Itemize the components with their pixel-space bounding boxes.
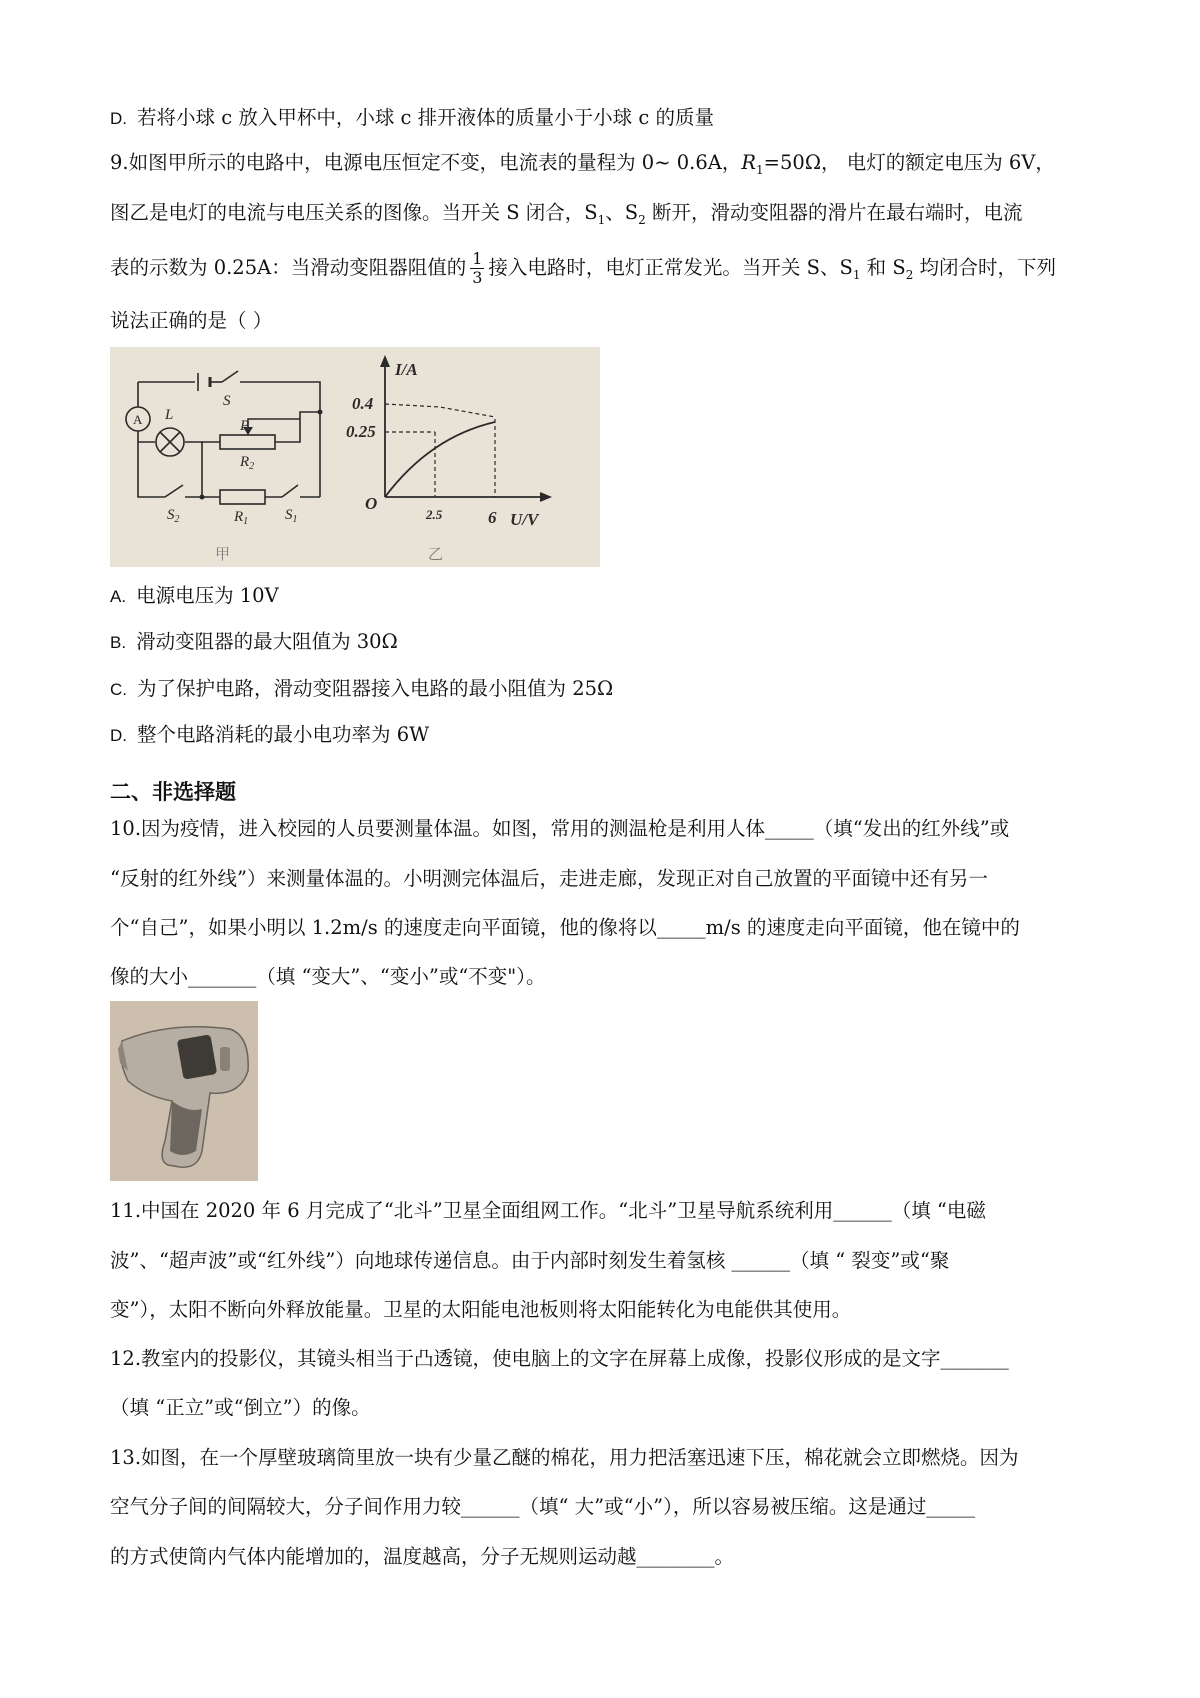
resistor-r1 xyxy=(220,490,265,504)
resistor-r2 xyxy=(220,435,275,449)
q11-line-2: 波”、“超声波”或“红外线”）向地球传递信息。由于内部时刻发生着氢核 ______（填 “ 裂变”或“聚 xyxy=(110,1249,950,1272)
iu-curve xyxy=(385,422,495,497)
r1-subscript: 1 xyxy=(756,162,764,177)
circuit-and-graph-figure xyxy=(110,347,600,567)
switch-s-label: S xyxy=(223,393,231,409)
graph-caption: 乙 xyxy=(428,545,444,563)
figure-svg xyxy=(110,347,600,567)
x-tick-label: 6 xyxy=(488,508,497,527)
q9-line-4 xyxy=(110,307,1100,335)
option-9d xyxy=(110,721,429,750)
q13-line-3: 的方式使筒内气体内能增加的，温度越高，分子无规则运动越________。 xyxy=(110,1545,735,1568)
q9-text: 、S xyxy=(605,201,639,224)
s1-subscript: 1 xyxy=(852,267,861,282)
circuit-wire xyxy=(240,382,320,497)
slider-wire xyxy=(248,419,300,435)
s2-subscript-label: 2 xyxy=(174,514,180,525)
origin-label: O xyxy=(365,494,378,513)
x-axis-label: U/V xyxy=(510,510,539,529)
s1-subscript-label: 1 xyxy=(292,514,298,525)
q10-line-4: 像的大小_______（填 “变大”、“变小”或“不变"）。 xyxy=(110,965,546,988)
fraction-denominator: 3 xyxy=(472,268,483,287)
y-axis-arrow-icon xyxy=(380,355,390,367)
option-9c xyxy=(110,675,613,704)
option-letter: D. xyxy=(110,109,127,128)
q9-text: 说法正确的是（ ） xyxy=(110,309,273,332)
junction-dot xyxy=(200,495,205,500)
option-9b xyxy=(110,628,398,657)
fraction-one-third xyxy=(470,250,484,287)
q9-text: 表的示数为 0.25A：当滑动变阻器阻值的 xyxy=(110,256,467,279)
option-letter: A. xyxy=(110,587,127,606)
circuit-caption: 甲 xyxy=(215,545,231,563)
option-letter: B. xyxy=(110,633,127,652)
q13-line-2: 空气分子间的间隔较大，分子间作用力较______（填“ 大”或“小”），所以容易被压缩。这是通过_____ xyxy=(110,1495,976,1518)
r1-subscript: 1 xyxy=(243,516,249,527)
r1-label xyxy=(233,509,248,527)
x-tick-label: 2.5 xyxy=(426,507,443,522)
option-letter: C. xyxy=(110,680,127,699)
q9-text: 图乙是电灯的电流与电压关系的图像。当开关 S 闭合，S xyxy=(110,201,598,224)
option-8d xyxy=(110,104,714,133)
s2-subscript: 2 xyxy=(905,267,914,282)
q12-line-2: （填 “正立”或“倒立”）的像。 xyxy=(110,1396,371,1419)
circuit-wire xyxy=(185,442,202,497)
ammeter-label: A xyxy=(133,412,143,427)
switch-s-blade xyxy=(222,371,238,382)
x-axis-arrow-icon xyxy=(540,492,552,502)
fraction-numerator: 1 xyxy=(472,249,483,268)
q9-line-3 xyxy=(110,250,1100,289)
section-title: 二、非选择题 xyxy=(110,780,236,804)
r2-subscript: 2 xyxy=(249,461,255,472)
s2-symbol: S xyxy=(167,507,175,523)
q9-line-2 xyxy=(110,199,1100,234)
s2-label xyxy=(167,507,180,525)
slider-label: P xyxy=(240,418,250,434)
r1-symbol: R xyxy=(741,151,757,174)
option-text: 滑动变阻器的最大阻值为 30Ω xyxy=(136,630,398,653)
q9-text: 和 S xyxy=(860,256,906,279)
switch-s1-blade xyxy=(282,485,298,497)
s1-label xyxy=(285,507,298,525)
r1-symbol: R xyxy=(234,509,244,525)
r2-label xyxy=(239,454,254,472)
q13-line-1: 13.如图，在一个厚壁玻璃筒里放一块有少量乙醚的棉花，用力把活塞迅速下压，棉花就会立即燃烧。因为 xyxy=(110,1446,1019,1469)
option-9a xyxy=(110,582,279,611)
q9-line-1 xyxy=(110,149,1100,184)
option-text: 若将小球 c 放入甲杯中，小球 c 排开液体的质量小于小球 c 的质量 xyxy=(137,106,714,129)
thermometer-gun-image xyxy=(110,1001,258,1181)
option-text: 为了保护电路，滑动变阻器接入电路的最小阻值为 25Ω xyxy=(137,677,614,700)
option-text: 电源电压为 10V xyxy=(136,584,279,607)
y-axis-label: I/A xyxy=(395,360,418,379)
q10-line-3: 个“自己”，如果小明以 1.2m/s 的速度走向平面镜，他的像将以_____m/s 的速度走向平面镜，他在镜中的 xyxy=(110,916,1020,939)
junction-dot xyxy=(318,410,323,415)
s1-symbol: S xyxy=(285,507,293,523)
thermometer-gun-icon xyxy=(110,1001,258,1181)
q9-text: 断开，滑动变阻器的滑片在最右端时，电流 xyxy=(645,201,1023,224)
q11-line-3: 变”），太阳不断向外释放能量。卫星的太阳能电池板则将太阳能转化为电能供其使用。 xyxy=(110,1298,852,1321)
y-tick-label: 0.25 xyxy=(346,422,376,441)
q11-line-1: 11.中国在 2020 年 6 月完成了“北斗”卫星全面组网工作。“北斗”卫星导航系统利用______（填 “电磁 xyxy=(110,1199,986,1222)
y-tick-label: 0.4 xyxy=(352,394,374,413)
q9-text: 均闭合时，下列 xyxy=(913,256,1057,279)
option-text: 整个电路消耗的最小电功率为 6W xyxy=(137,723,430,746)
s1-subscript: 1 xyxy=(597,212,606,227)
q9-text: 接入电路时，电灯正常发光。当开关 S、S xyxy=(488,256,853,279)
q9-text: 9.如图甲所示的电路中，电源电压恒定不变，电流表的量程为 0~ 0.6A， xyxy=(110,151,742,174)
option-letter: D. xyxy=(110,726,127,745)
q12-line-1: 12.教室内的投影仪，其镜头相当于凸透镜，使电脑上的文字在屏幕上成像，投影仪形成的是文字_______ xyxy=(110,1347,1009,1370)
circuit-wire xyxy=(275,412,320,442)
q9-text: =50Ω， 电灯的额定电压为 6V， xyxy=(763,151,1055,174)
s2-subscript: 2 xyxy=(638,212,646,227)
lamp-label: L xyxy=(165,407,174,423)
q10-line-2: “反射的红外线”）来测量体温的。小明测完体温后，走进走廊，发现正对自己放置的平面镜中还有另一 xyxy=(110,867,988,890)
switch-s2-blade xyxy=(165,485,183,497)
r2-symbol: R xyxy=(240,454,250,470)
q10-line-1: 10.因为疫情，进入校园的人员要测量体温。如图，常用的测温枪是利用人体_____（填“发出的红外线”或 xyxy=(110,817,1010,840)
dashed-guide xyxy=(385,404,495,417)
